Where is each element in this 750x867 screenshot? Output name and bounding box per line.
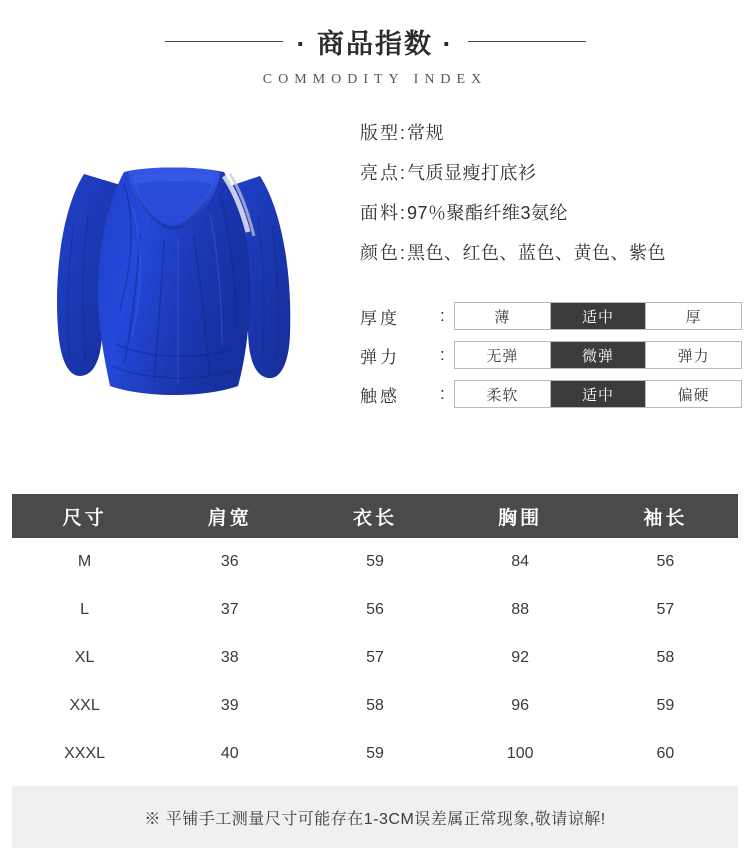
cell-sleeve: 57 — [593, 586, 738, 634]
attribute-option-elasticity-2[interactable]: 弹力 — [646, 342, 741, 368]
spec-label-2: 面料: — [360, 203, 408, 223]
column-header-shoulder: 肩宽 — [157, 494, 302, 538]
column-header-size: 尺寸 — [12, 494, 157, 538]
cell-sleeve: 60 — [593, 730, 738, 778]
attribute-options-touch — [454, 380, 742, 408]
measurement-disclaimer: ※ 平铺手工测量尺寸可能存在1-3CM误差属正常现象,敬请谅解! — [12, 786, 738, 848]
spec-list — [360, 124, 740, 284]
attribute-option-elasticity-0[interactable]: 无弹 — [455, 342, 551, 368]
cell-size: L — [12, 586, 157, 634]
attribute-colon-elasticity: : — [440, 345, 445, 364]
attribute-option-touch-2[interactable]: 偏硬 — [646, 381, 741, 407]
attribute-label-thickness: 厚度 — [360, 308, 400, 328]
spec-value-2: 97％聚酯纤维3氨纶 — [407, 203, 569, 223]
attribute-option-thickness-2[interactable]: 厚 — [646, 303, 741, 329]
product-photo — [28, 114, 318, 444]
attribute-selectors — [360, 302, 742, 419]
cell-size: XL — [12, 634, 157, 682]
table-row — [12, 586, 738, 634]
size-chart-table — [12, 494, 738, 778]
cell-bust: 88 — [448, 586, 593, 634]
column-header-sleeve: 袖长 — [593, 494, 738, 538]
spec-value-3: 黑色、红色、蓝色、黄色、紫色 — [407, 243, 667, 263]
attribute-option-thickness-0[interactable]: 薄 — [455, 303, 551, 329]
spec-label-3: 颜色: — [360, 243, 408, 263]
cell-length: 58 — [302, 682, 447, 730]
attribute-label-elasticity: 弹力 — [360, 347, 400, 367]
page-header — [0, 0, 750, 88]
cell-size: M — [12, 538, 157, 586]
attribute-row-touch — [360, 380, 742, 408]
attribute-option-elasticity-1[interactable]: 微弹 — [551, 342, 647, 368]
attribute-label-touch: 触感 — [360, 386, 400, 406]
cell-bust: 84 — [448, 538, 593, 586]
title-row — [0, 22, 750, 61]
spec-item-0 — [360, 124, 740, 142]
size-chart — [12, 494, 738, 778]
table-row — [12, 682, 738, 730]
attribute-option-touch-0[interactable]: 柔软 — [455, 381, 551, 407]
column-header-bust: 胸围 — [448, 494, 593, 538]
cell-length: 59 — [302, 538, 447, 586]
cell-sleeve: 59 — [593, 682, 738, 730]
attribute-row-thickness — [360, 302, 742, 330]
page-subtitle: COMMODITY INDEX — [262, 72, 488, 87]
spec-item-2 — [360, 204, 740, 222]
spec-value-0: 常规 — [407, 123, 445, 143]
attribute-options-elasticity — [454, 341, 742, 369]
cell-shoulder: 36 — [157, 538, 302, 586]
size-chart-body — [12, 538, 738, 778]
attribute-colon-thickness: : — [440, 306, 445, 325]
attribute-option-thickness-1[interactable]: 适中 — [551, 303, 647, 329]
divider-right — [468, 41, 586, 42]
attribute-row-elasticity — [360, 341, 742, 369]
spec-item-3 — [360, 244, 740, 262]
table-header-row — [12, 494, 738, 538]
cell-bust: 92 — [448, 634, 593, 682]
attribute-option-touch-1[interactable]: 适中 — [551, 381, 647, 407]
cell-size: XXL — [12, 682, 157, 730]
spec-label-0: 版型: — [360, 123, 408, 143]
cell-bust: 100 — [448, 730, 593, 778]
cell-sleeve: 56 — [593, 538, 738, 586]
product-overview — [0, 102, 750, 454]
spec-value-1: 气质显瘦打底衫 — [407, 163, 537, 183]
attribute-options-thickness — [454, 302, 742, 330]
column-header-length: 衣长 — [302, 494, 447, 538]
table-row — [12, 634, 738, 682]
divider-left — [165, 41, 283, 42]
cell-shoulder: 38 — [157, 634, 302, 682]
size-chart-head — [12, 494, 738, 538]
cell-sleeve: 58 — [593, 634, 738, 682]
cell-size: XXXL — [12, 730, 157, 778]
cell-shoulder: 37 — [157, 586, 302, 634]
cell-length: 57 — [302, 634, 447, 682]
cell-bust: 96 — [448, 682, 593, 730]
page-title: · 商品指数 · — [296, 29, 454, 59]
cell-shoulder: 40 — [157, 730, 302, 778]
cell-length: 59 — [302, 730, 447, 778]
table-row — [12, 730, 738, 778]
spec-item-1 — [360, 164, 740, 182]
table-row — [12, 538, 738, 586]
spec-label-1: 亮点: — [360, 163, 408, 183]
cell-length: 56 — [302, 586, 447, 634]
attribute-colon-touch: : — [440, 384, 445, 403]
cell-shoulder: 39 — [157, 682, 302, 730]
